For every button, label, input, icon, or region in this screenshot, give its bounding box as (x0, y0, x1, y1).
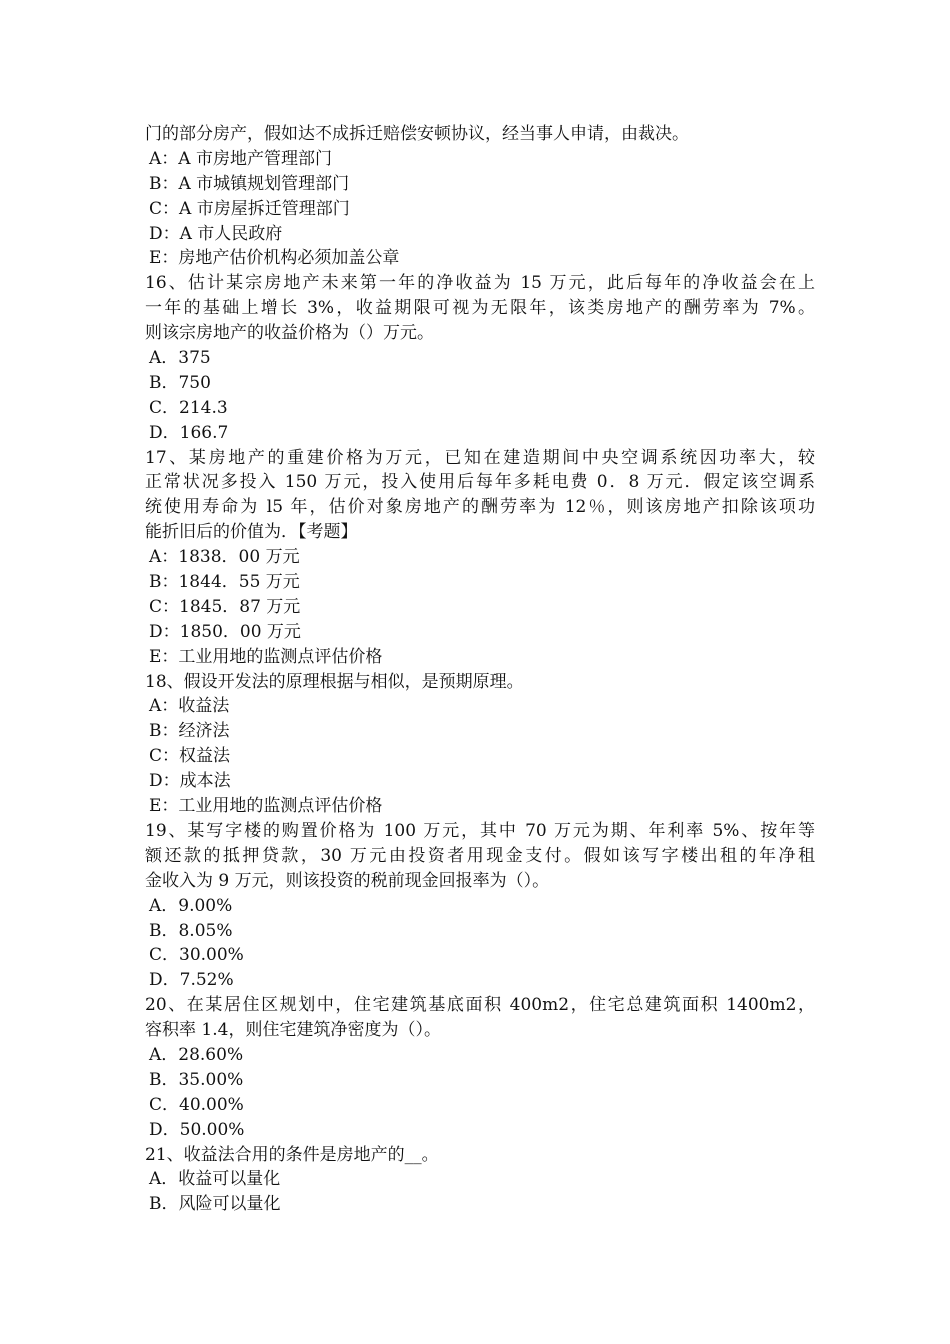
answer-option: A．收益可以量化 (149, 1169, 281, 1190)
answer-option: C．214.3 (149, 397, 228, 418)
answer-option: B．35.00% (149, 1069, 244, 1090)
answer-option: C：权益法 (149, 746, 231, 767)
body-text-line: 门的部分房产，假如达不成拆迁赔偿安顿协议，经当事人申请，由裁决。 (145, 124, 689, 144)
answer-option: E：房地产估价机构必须加盖公章 (149, 248, 400, 269)
question-text: 20、在某居住区规划中，住宅建筑基底面积 400m2，住宅总建筑面积 1400m2， (145, 995, 815, 1016)
answer-option: C．30.00% (149, 945, 244, 966)
answer-option: B：经济法 (149, 721, 230, 742)
body-text-line: 正常状况多投入 150 万元，投入使用后每年多耗电费 0．8 万元．假定该空调系 (145, 472, 815, 493)
answer-option: D：成本法 (149, 771, 231, 792)
answer-option: C：1845．87 万元 (149, 596, 301, 617)
answer-option: A．375 (149, 348, 211, 369)
answer-option: D．166.7 (149, 422, 229, 443)
answer-option: C：A 市房屋拆迁管理部门 (149, 198, 350, 219)
answer-option: B：1844．55 万元 (149, 572, 300, 593)
body-text-line: 则该宗房地产的收益价格为（）万元。 (145, 323, 434, 344)
question-text: 19、某写字楼的购置价格为 100 万元，其中 70 万元为期、年利率 5%、按年等 (145, 820, 815, 841)
answer-option: E：工业用地的监测点评估价格 (149, 796, 383, 817)
document-body (145, 122, 815, 1217)
answer-option: A：收益法 (149, 696, 230, 717)
answer-option: A．9.00% (149, 895, 233, 916)
answer-option: A：A 市房地产管理部门 (149, 148, 332, 169)
answer-option: D：1850．00 万元 (149, 621, 301, 642)
answer-option: B．8.05% (149, 920, 233, 941)
answer-option: B．风险可以量化 (149, 1194, 281, 1215)
answer-option: C．40.00% (149, 1094, 244, 1115)
answer-option: D．7.52% (149, 970, 234, 991)
answer-option: A：1838．00 万元 (149, 547, 300, 568)
body-text-line: 统使用寿命为 l5 年，估价对象房地产的酬劳率为 12％，则该房地产扣除该项功 (145, 497, 815, 518)
question-text: 21、收益法合用的条件是房地产的__。 (145, 1144, 439, 1165)
body-text-line: 额还款的抵押贷款，30 万元由投资者用现金支付。假如该写字楼出租的年净租 (145, 845, 815, 866)
question-text: 17、某房地产的重建价格为万元，已知在建造期间中央空调系统因功率大，较 (145, 447, 815, 468)
question-text: 16、估计某宗房地产未来第一年的净收益为 15 万元，此后每年的净收益会在上 (145, 273, 815, 294)
answer-option: B．750 (149, 372, 211, 393)
answer-option: D：A 市人民政府 (149, 223, 283, 244)
answer-option: B：A 市城镇规划管理部门 (149, 173, 350, 194)
body-text-line: 金收入为 9 万元，则该投资的税前现金回报率为（）。 (145, 870, 550, 891)
answer-option: D．50.00% (149, 1119, 245, 1140)
body-text-line: 一年的基础上增长 3%，收益期限可视为无限年，该类房地产的酬劳率为 7%。 (145, 298, 815, 319)
question-text: 18、假设开发法的原理根据与相似，是预期原理。 (145, 671, 524, 692)
answer-option: A．28.60% (149, 1044, 244, 1065)
body-text-line: 容积率 1.4，则住宅建筑净密度为（）。 (145, 1020, 441, 1041)
answer-option: E：工业用地的监测点评估价格 (149, 646, 383, 667)
body-text-line: 能折旧后的价值为．【考题】 (145, 522, 358, 543)
